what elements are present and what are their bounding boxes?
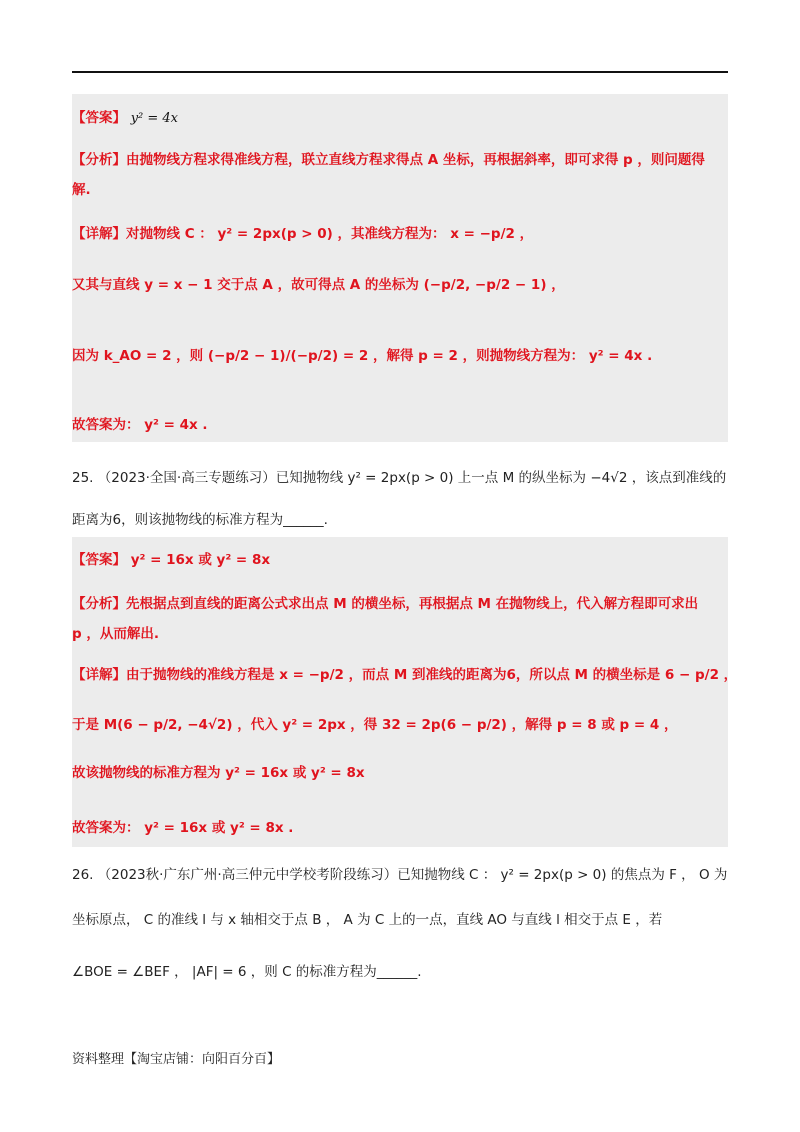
header-rule (72, 71, 728, 73)
solution-box-24 (72, 94, 728, 442)
answer-25: 【答案】 y² = 16x 或 y² = 8x (72, 552, 271, 568)
detail-25-line1: 【详解】由于抛物线的准线方程是 x = −p/2 ，而点 M 到准线的距离为6，所以点 M 的横坐标是 6 − p/2 ， (72, 667, 738, 683)
final-25: 故答案为： y² = 16x 或 y² = 8x . (72, 820, 294, 836)
detail-25-line2: 于是 M(6 − p/2, −4√2) ，代入 y² = 2px ，得 32 = 2p(6 − p/2) ，解得 p = 8 或 p = 4 ， (72, 717, 678, 733)
question-26-line2: 坐标原点， C 的准线 l 与 x 轴相交于点 B ， A 为 C 上的一点，直线 AO 与直线 l 相交于点 E ，若 (72, 912, 663, 928)
detail-24-line3: 因为 k_AO = 2 ，则 (−p/2 − 1)/(−p/2) = 2 ，解得 p = 2 ，则抛物线方程为： y² = 4x . (72, 348, 653, 364)
detail-24-line1: 【详解】对抛物线 C ： y² = 2px(p > 0) ，其准线方程为： x = −p/2 ， (72, 226, 534, 242)
question-25-line1: 25. （2023·全国·高三专题练习）已知抛物线 y² = 2px(p > 0) 上一点 M 的纵坐标为 −4√2 ，该点到准线的 (72, 470, 727, 486)
answer-24: 【答案】 y² = 4x (72, 110, 179, 126)
solution-box-25 (72, 537, 728, 847)
analysis-24: 【分析】由抛物线方程求得准线方程，联立直线方程求得点 A 坐标，再根据斜率，即可求得 p ，则问题得 (72, 152, 705, 168)
analysis-25-line2: p ，从而解出. (72, 626, 159, 642)
final-24: 故答案为： y² = 4x . (72, 417, 208, 433)
question-25-line2: 距离为6，则该抛物线的标准方程为______. (72, 512, 328, 528)
question-26-line3: ∠BOE = ∠BEF ， |AF| = 6 ，则 C 的标准方程为______. (72, 964, 422, 980)
detail-24-line2: 又其与直线 y = x − 1 交于点 A ，故可得点 A 的坐标为 (−p/2, −p/2 − 1) ， (72, 277, 565, 293)
analysis-24-cont: 解. (72, 182, 91, 198)
detail-25-line3: 故该抛物线的标准方程为 y² = 16x 或 y² = 8x (72, 765, 365, 781)
question-26-line1: 26. （2023秋·广东广州·高三仲元中学校考阶段练习）已知抛物线 C ： y² = 2px(p > 0) 的焦点为 F ， O 为 (72, 867, 728, 883)
page-footer: 资料整理【淘宝店铺：向阳百分百】 (72, 1052, 281, 1067)
analysis-25-line1: 【分析】先根据点到直线的距离公式求出点 M 的横坐标，再根据点 M 在抛物线上，代入解方程即可求出 (72, 596, 699, 612)
